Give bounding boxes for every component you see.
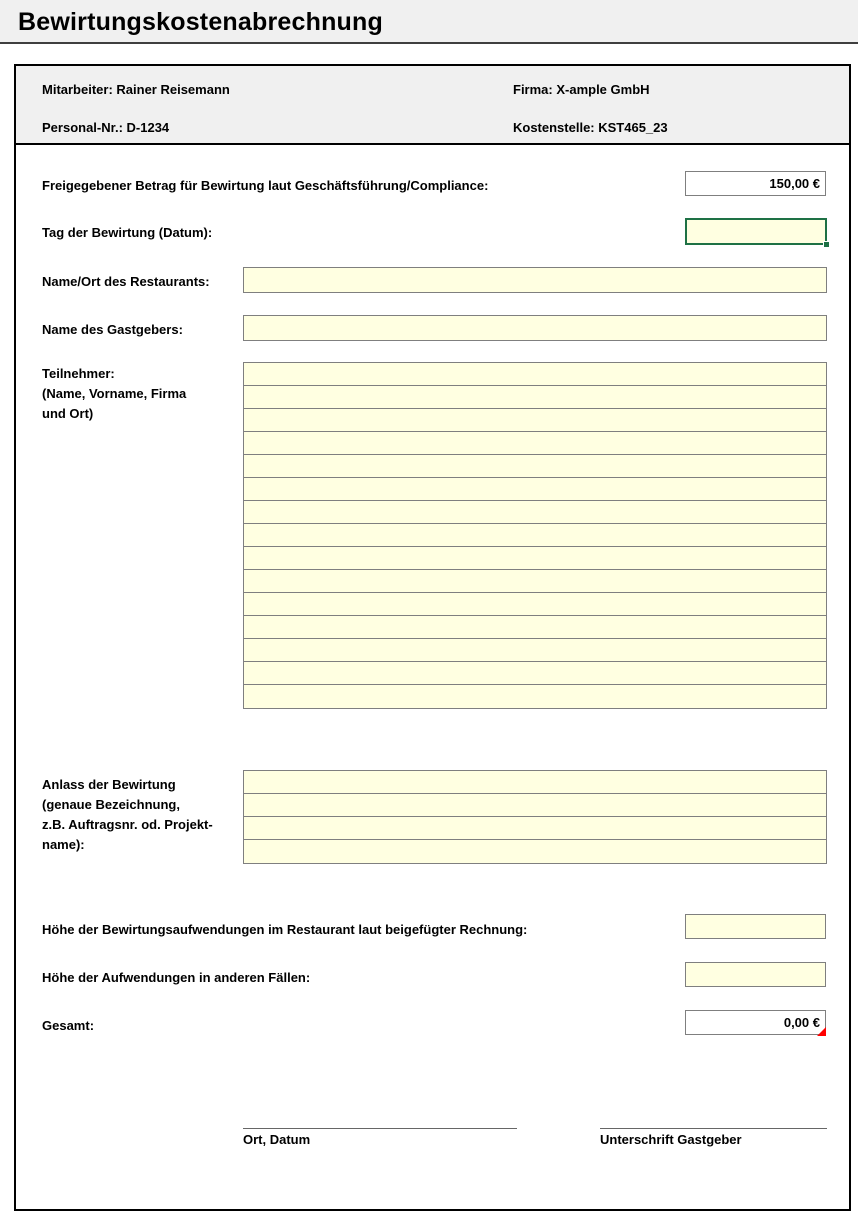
hospitality-date-field[interactable] bbox=[685, 218, 827, 245]
page-title: Bewirtungskostenabrechnung bbox=[18, 8, 383, 36]
restaurant-expenses-field[interactable] bbox=[685, 914, 826, 939]
occasion-row[interactable] bbox=[244, 817, 826, 840]
title-bar bbox=[0, 0, 858, 44]
approved-amount-label: Freigegebener Betrag für Bewirtung laut Geschäftsführung/Compliance: bbox=[42, 178, 489, 193]
signature-label-place-date: Ort, Datum bbox=[243, 1132, 311, 1147]
participants-label-line2: (Name, Vorname, Firma bbox=[42, 386, 187, 401]
restaurant-value bbox=[244, 268, 826, 292]
fill-handle[interactable] bbox=[823, 241, 830, 248]
restaurant-field[interactable] bbox=[243, 267, 827, 293]
occasion-label-line1: Anlass der Bewirtung bbox=[42, 777, 176, 792]
total-field bbox=[685, 1010, 826, 1035]
hospitality-date-value bbox=[687, 220, 825, 243]
other-expenses-value bbox=[686, 963, 825, 986]
participant-row[interactable] bbox=[244, 616, 826, 639]
total-value: 0,00 € bbox=[783, 1015, 820, 1030]
participants-label bbox=[42, 364, 186, 424]
participants-label-line1: Teilnehmer: bbox=[42, 366, 115, 381]
participant-row[interactable] bbox=[244, 593, 826, 616]
participant-row[interactable] bbox=[244, 524, 826, 547]
signature-line-host bbox=[600, 1128, 827, 1129]
occasion-row[interactable] bbox=[244, 794, 826, 817]
hospitality-date-label: Tag der Bewirtung (Datum): bbox=[42, 225, 213, 240]
signature-label-host: Unterschrift Gastgeber bbox=[600, 1132, 742, 1147]
occasion-label-line3: z.B. Auftragsnr. od. Projekt- bbox=[42, 817, 213, 832]
occasion-label-line4: name): bbox=[42, 837, 85, 852]
participant-row[interactable] bbox=[244, 432, 826, 455]
personnel-number: Personal-Nr.: D-1234 bbox=[42, 120, 170, 135]
participant-row[interactable] bbox=[244, 501, 826, 524]
participants-label-line3: und Ort) bbox=[42, 406, 94, 421]
participant-row[interactable] bbox=[244, 685, 826, 708]
occasion-row[interactable] bbox=[244, 771, 826, 794]
employee-name: Mitarbeiter: Rainer Reisemann bbox=[42, 82, 230, 97]
participant-row[interactable] bbox=[244, 639, 826, 662]
participant-row[interactable] bbox=[244, 363, 826, 386]
participant-row[interactable] bbox=[244, 662, 826, 685]
restaurant-expenses-label: Höhe der Bewirtungsaufwendungen im Restaurant laut beigefügter Rechnung: bbox=[42, 922, 528, 937]
restaurant-expenses-value bbox=[686, 915, 825, 938]
occasion-label bbox=[42, 775, 213, 855]
host-name-field[interactable] bbox=[243, 315, 827, 341]
expense-form bbox=[14, 64, 851, 1211]
occasion-table bbox=[243, 770, 827, 864]
participant-row[interactable] bbox=[244, 547, 826, 570]
other-expenses-field[interactable] bbox=[685, 962, 826, 987]
approved-amount-field bbox=[685, 171, 826, 196]
participant-row[interactable] bbox=[244, 478, 826, 501]
total-label: Gesamt: bbox=[42, 1018, 95, 1033]
participant-row[interactable] bbox=[244, 409, 826, 432]
host-name-value bbox=[244, 316, 826, 340]
approved-amount-value: 150,00 € bbox=[769, 176, 820, 191]
signature-line-place-date bbox=[243, 1128, 517, 1129]
participant-row[interactable] bbox=[244, 386, 826, 409]
participants-table bbox=[243, 362, 827, 709]
comment-indicator-red-triangle bbox=[817, 1027, 826, 1036]
occasion-label-line2: (genaue Bezeichnung, bbox=[42, 797, 180, 812]
participant-row[interactable] bbox=[244, 570, 826, 593]
restaurant-label: Name/Ort des Restaurants: bbox=[42, 274, 210, 289]
host-name-label: Name des Gastgebers: bbox=[42, 322, 183, 337]
participant-row[interactable] bbox=[244, 455, 826, 478]
occasion-row[interactable] bbox=[244, 840, 826, 863]
employee-header bbox=[16, 66, 849, 145]
company-name: Firma: X-ample GmbH bbox=[513, 82, 650, 97]
cost-center: Kostenstelle: KST465_23 bbox=[513, 120, 668, 135]
other-expenses-label: Höhe der Aufwendungen in anderen Fällen: bbox=[42, 970, 311, 985]
